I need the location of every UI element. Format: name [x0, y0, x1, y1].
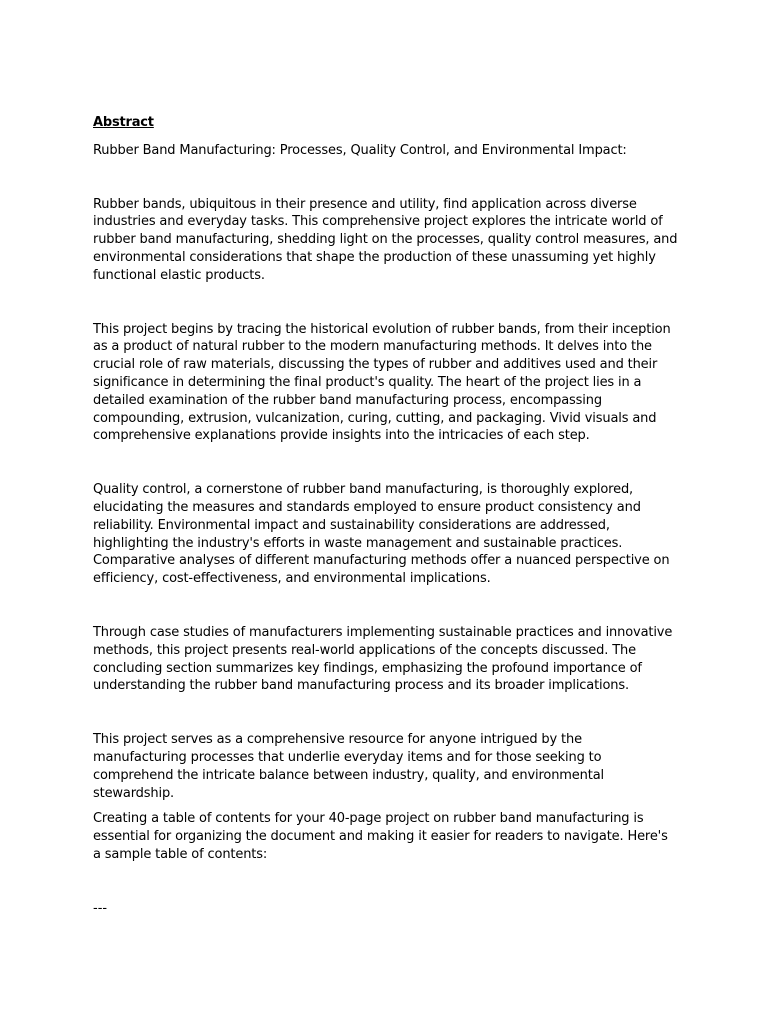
- paragraph-case-studies: Through case studies of manufacturers implementing sustainable practices and innovative methods, this project presents real-world applications of the concepts discussed. The concluding section summarizes key findings, emphasizing the profound importance of understanding the rubber band manufacturing process and its broader implications.: [93, 624, 673, 694]
- document-subtitle: Rubber Band Manufacturing: Processes, Quality Control, and Environmental Impact:: [93, 142, 627, 158]
- document-body: [93, 114, 678, 918]
- paragraph-quality-control: Quality control, a cornerstone of rubber band manufacturing, is thoroughly explored, elucidating the measures and standards employed to ensure product consistency and reliability. Environmental impact and sustainability considerations are addressed, highlighting the industry's efforts in waste management and sustainable practices. Comparative analyses of different manufacturing methods offer a nuanced perspective on efficiency, cost-effectiveness, and environmental implications.: [93, 482, 670, 587]
- paragraph-introduction: Rubber bands, ubiquitous in their presence and utility, find application across diverse industries and everyday tasks. This comprehensive project explores the intricate world of rubber band manufacturing, shedding light on the processes, quality control measures, and environmental considerations that shape the production of these unassuming yet highly functional elastic products.: [93, 196, 678, 283]
- paragraph-history-process: This project begins by tracing the historical evolution of rubber bands, from their inception as a product of natural rubber to the modern manufacturing methods. It delves into the crucial role of raw materials, discussing the types of rubber and additives used and their significance in determining the final product's quality. The heart of the project lies in a detailed examination of the rubber band manufacturing process, encompassing compounding, extrusion, vulcanization, curing, cutting, and packaging. Vivid visuals and comprehensive explanations provide insights into the intricacies of each step.: [93, 321, 671, 444]
- abstract-heading: Abstract: [93, 115, 154, 130]
- paragraph-resource: This project serves as a comprehensive resource for anyone intrigued by the manufacturing processes that underlie everyday items and for those seeking to comprehend the intricate balance between industry, quality, and environmental stewardship.: [93, 732, 604, 801]
- paragraph-table-of-contents: Creating a table of contents for your 40-page project on rubber band manufacturing is essential for organizing the document and making it easier for readers to navigate. Here's a sample table of contents:: [93, 811, 668, 862]
- separator-line: ---: [93, 900, 108, 916]
